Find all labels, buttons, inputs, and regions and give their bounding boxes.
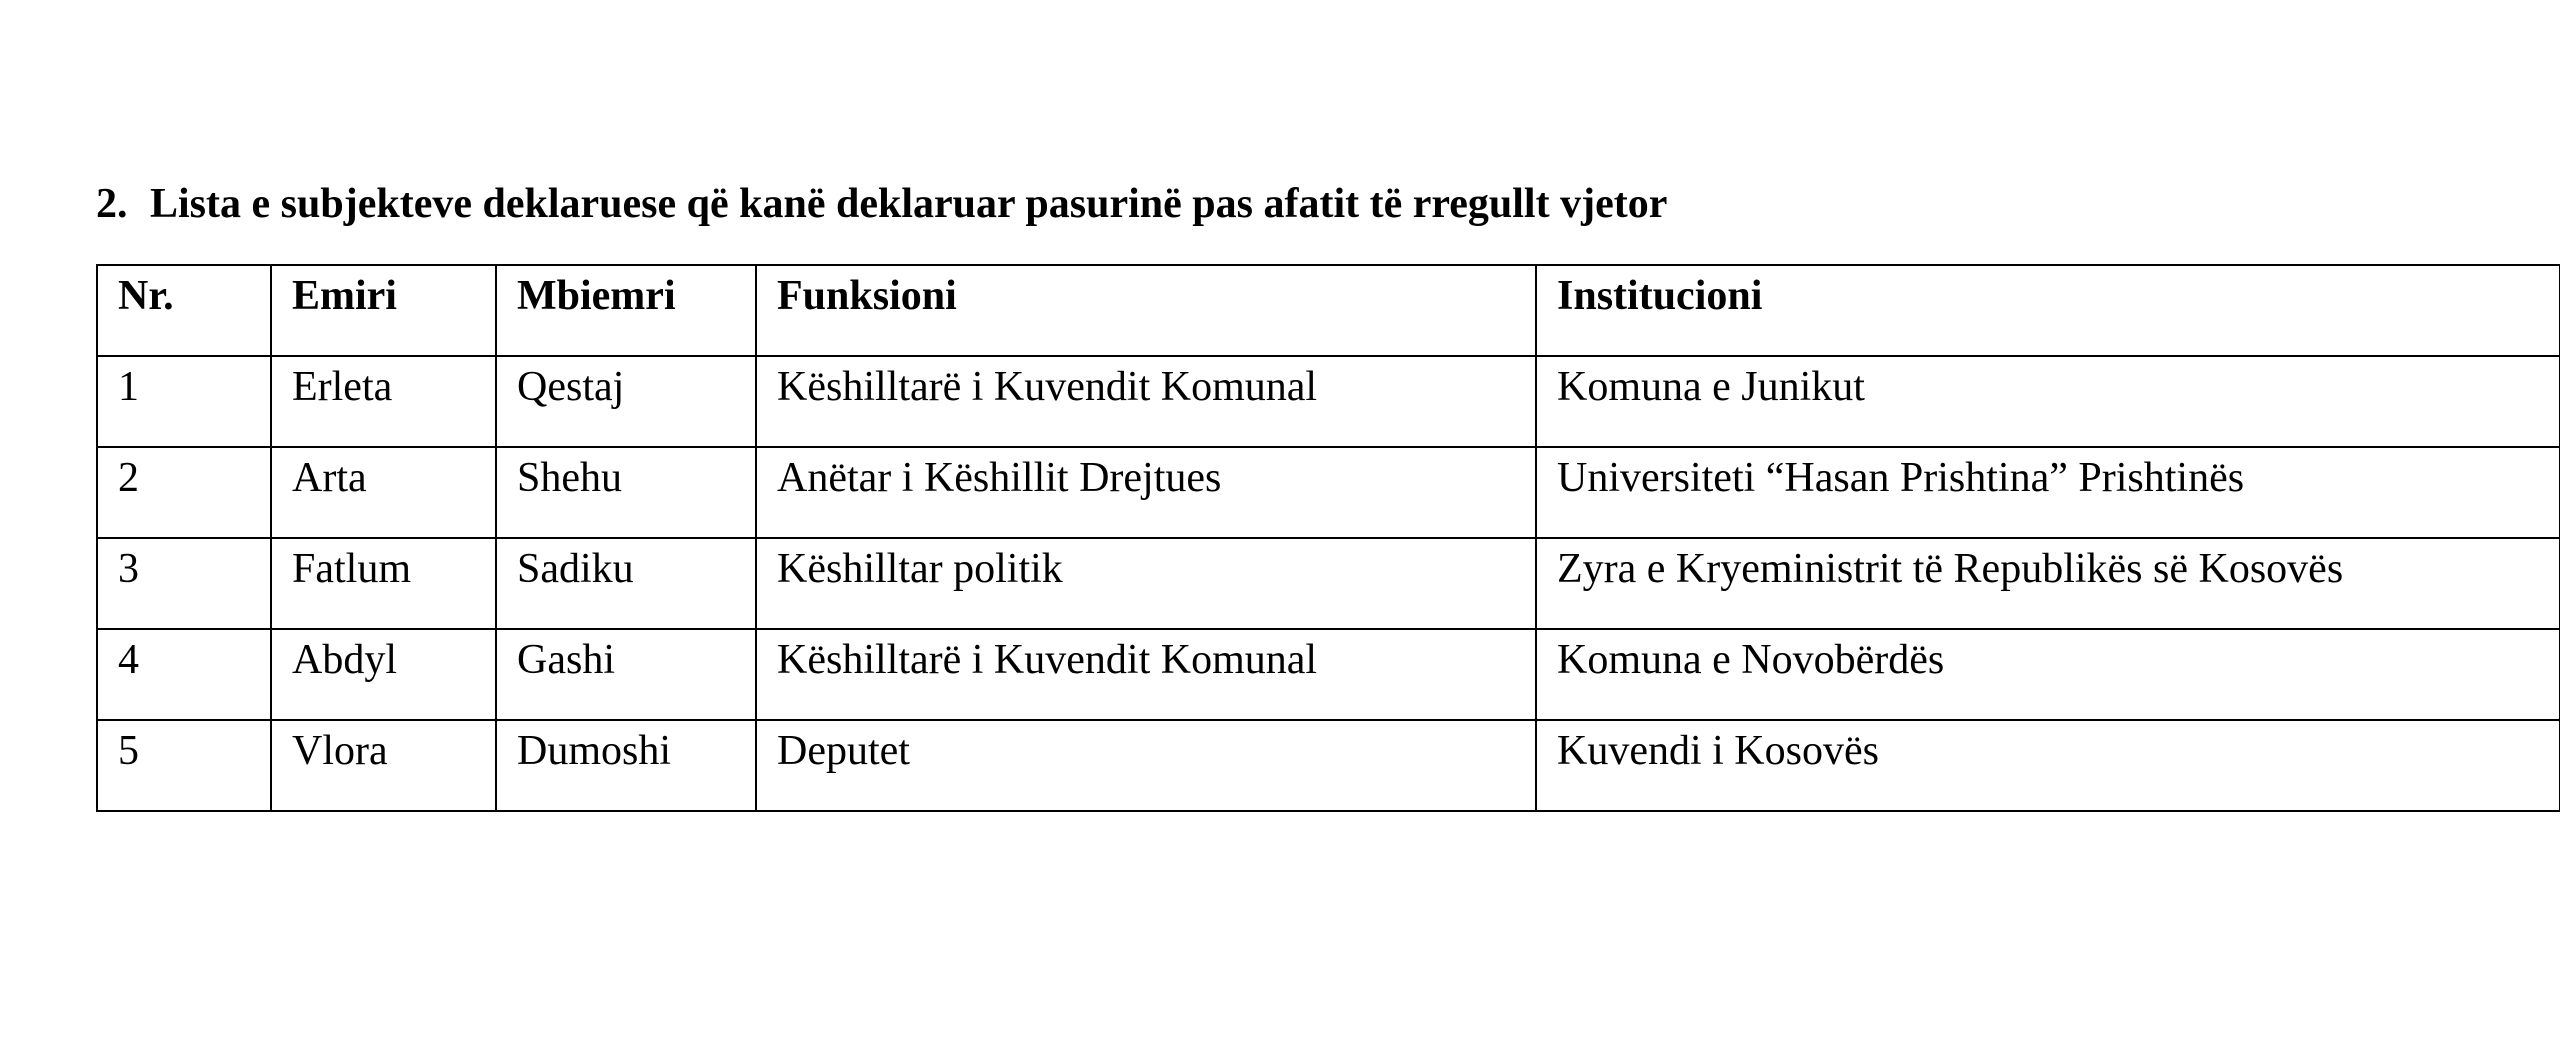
- cell-mbiemri: Sadiku: [496, 538, 756, 629]
- table-row: [97, 720, 2560, 811]
- table-row: [97, 356, 2560, 447]
- header-institucioni: Institucioni: [1536, 265, 2560, 356]
- cell-funksioni: Deputet: [756, 720, 1536, 811]
- cell-emiri: Arta: [271, 447, 496, 538]
- header-emiri: Emiri: [271, 265, 496, 356]
- table-row: [97, 629, 2560, 720]
- cell-funksioni: Këshilltarë i Kuvendit Komunal: [756, 356, 1536, 447]
- cell-mbiemri: Qestaj: [496, 356, 756, 447]
- table-row: [97, 447, 2560, 538]
- cell-institucioni: Komuna e Novobërdës: [1536, 629, 2560, 720]
- cell-funksioni: Anëtar i Këshillit Drejtues: [756, 447, 1536, 538]
- cell-nr: 3: [97, 538, 271, 629]
- cell-mbiemri: Dumoshi: [496, 720, 756, 811]
- cell-nr: 1: [97, 356, 271, 447]
- cell-mbiemri: Shehu: [496, 447, 756, 538]
- cell-institucioni: Universiteti “Hasan Prishtina” Prishtinës: [1536, 447, 2560, 538]
- header-nr: Nr.: [97, 265, 271, 356]
- cell-nr: 5: [97, 720, 271, 811]
- cell-emiri: Erleta: [271, 356, 496, 447]
- cell-nr: 2: [97, 447, 271, 538]
- section-number: 2.: [96, 181, 128, 227]
- section-heading: [96, 176, 1667, 232]
- cell-emiri: Vlora: [271, 720, 496, 811]
- section-title: Lista e subjekteve deklaruese që kanë deklaruar pasurinë pas afatit të rregullt vjetor: [150, 181, 1668, 227]
- cell-mbiemri: Gashi: [496, 629, 756, 720]
- table-row: [97, 538, 2560, 629]
- cell-nr: 4: [97, 629, 271, 720]
- table-header-row: [97, 265, 2560, 356]
- cell-institucioni: Komuna e Junikut: [1536, 356, 2560, 447]
- cell-funksioni: Këshilltarë i Kuvendit Komunal: [756, 629, 1536, 720]
- cell-institucioni: Kuvendi i Kosovës: [1536, 720, 2560, 811]
- cell-institucioni: Zyra e Kryeministrit të Republikës së Kosovës: [1536, 538, 2560, 629]
- header-funksioni: Funksioni: [756, 265, 1536, 356]
- declarants-table: [96, 264, 2560, 812]
- header-mbiemri: Mbiemri: [496, 265, 756, 356]
- cell-funksioni: Këshilltar politik: [756, 538, 1536, 629]
- cell-emiri: Fatlum: [271, 538, 496, 629]
- cell-emiri: Abdyl: [271, 629, 496, 720]
